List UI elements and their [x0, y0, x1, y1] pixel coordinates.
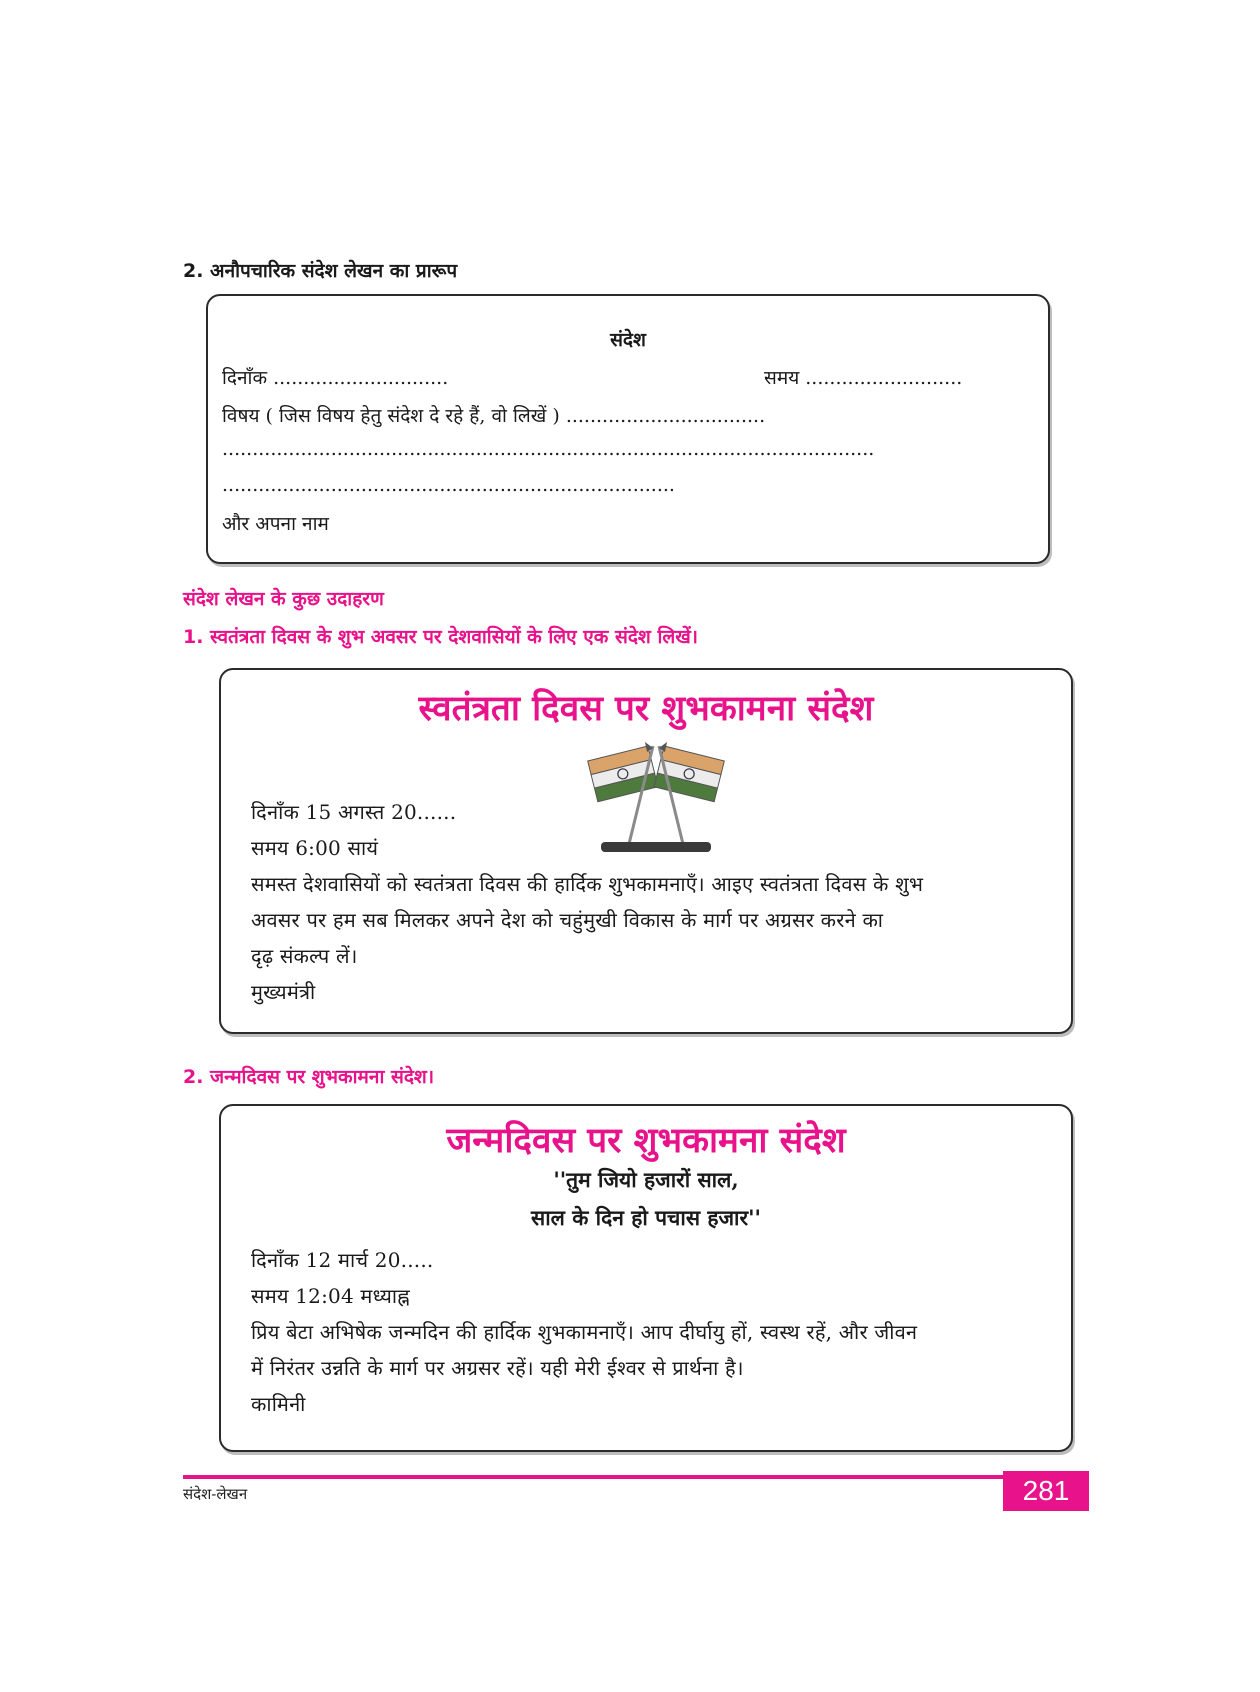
format-box — [206, 294, 1050, 564]
example2-title: जन्मदिवस पर शुभकामना संदेश — [446, 1120, 846, 1161]
format-title: संदेश — [610, 329, 646, 351]
footer-chapter: संदेश-लेखन — [183, 1485, 248, 1503]
example2-quote-line: ''तुम जियो हजारों साल, — [553, 1167, 739, 1192]
format-date-line: दिनाँक ............................. — [222, 367, 449, 389]
example1-date: दिनाँक 15 अगस्त 20...... — [251, 800, 457, 824]
format-time-line: समय .......................... — [764, 367, 963, 389]
example2-date: दिनाँक 12 मार्च 20..... — [251, 1248, 434, 1272]
page-number: 281 — [1003, 1471, 1089, 1511]
format-dots-line: ............................................................................................................ — [222, 438, 875, 460]
example2-time: समय 12:04 मध्याह्न — [251, 1284, 410, 1308]
example2-body-line: प्रिय बेटा अभिषेक जन्मदिन की हार्दिक शुभकामनाएँ। आप दीर्घायु हों, स्वस्थ रहें, और जीवन — [251, 1320, 918, 1344]
example1-body-line: समस्त देशवासियों को स्वतंत्रता दिवस की हार्दिक शुभकामनाएँ। आइए स्वतंत्रता दिवस के शुभ — [251, 872, 924, 896]
examples-heading: संदेश लेखन के कुछ उदाहरण — [183, 588, 384, 610]
crossed-flags-icon — [581, 740, 731, 856]
example2-body-line: में निरंतर उन्नति के मार्ग पर अग्रसर रहें। यही मेरी ईश्वर से प्रार्थना है। — [251, 1356, 744, 1380]
section-heading: 2. अनौपचारिक संदेश लेखन का प्रारूप — [183, 260, 458, 282]
format-subject-line: विषय ( जिस विषय हेतु संदेश दे रहे हैं, वो लिखें ) ................................. — [222, 405, 766, 427]
example1-body-line: अवसर पर हम सब मिलकर अपने देश को चहुंमुखी विकास के मार्ग पर अग्रसर करने का — [251, 908, 884, 932]
format-dots-line: ........................................................................... — [222, 474, 675, 496]
example1-body-line: दृढ़ संकल्प लें। — [251, 944, 358, 968]
footer-rule — [183, 1475, 1088, 1479]
example2-quote-line: साल के दिन हो पचास हजार'' — [531, 1205, 761, 1230]
example1-box — [219, 668, 1073, 1034]
example2-box — [219, 1104, 1073, 1452]
example1-time: समय 6:00 सायं — [251, 836, 379, 860]
example2-signature: कामिनी — [251, 1392, 306, 1416]
example1-signature: मुख्यमंत्री — [251, 980, 316, 1004]
example1-title: स्वतंत्रता दिवस पर शुभकामना संदेश — [418, 688, 874, 729]
format-name-line: और अपना नाम — [222, 513, 329, 535]
example2-prompt: 2. जन्मदिवस पर शुभकामना संदेश। — [183, 1066, 435, 1088]
example1-prompt: 1. स्वतंत्रता दिवस के शुभ अवसर पर देशवासियों के लिए एक संदेश लिखें। — [183, 626, 698, 648]
